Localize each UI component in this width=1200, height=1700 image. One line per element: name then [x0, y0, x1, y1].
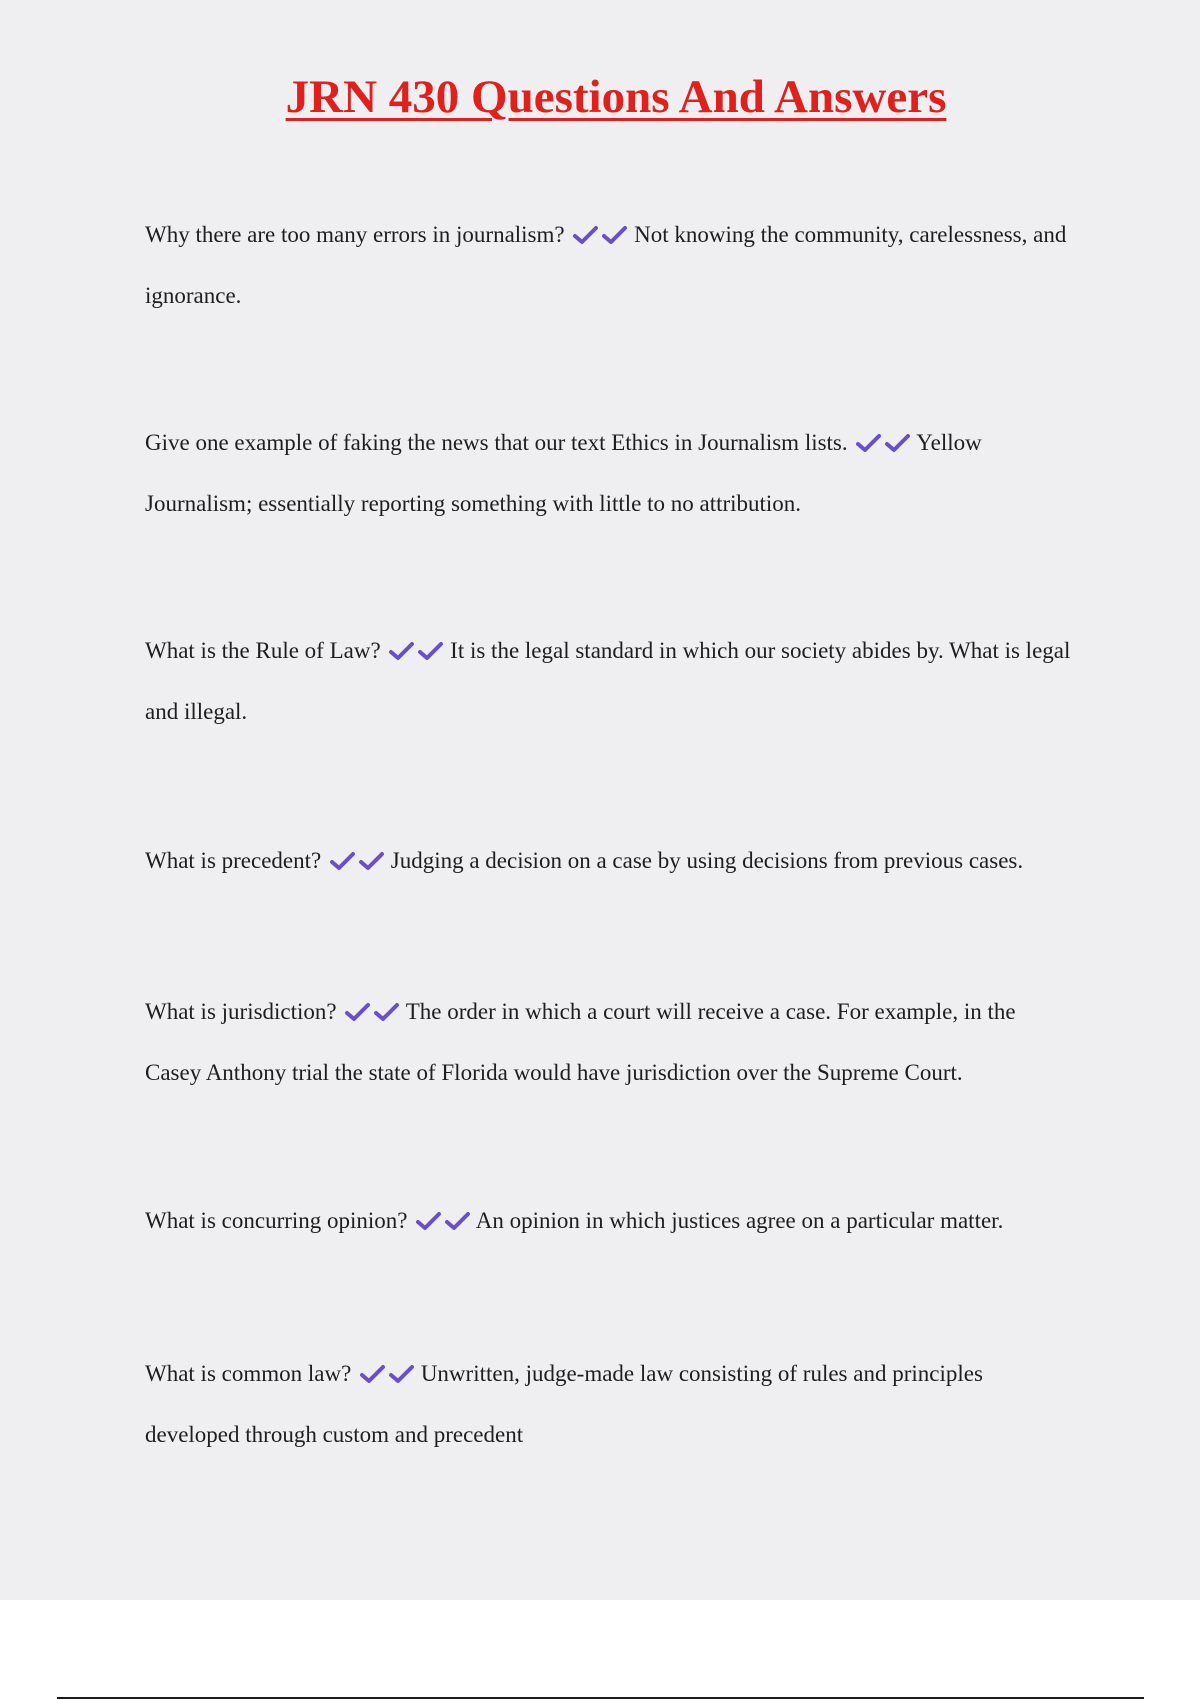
- qa-item: [145, 412, 1075, 534]
- qa-item: [145, 981, 1075, 1103]
- page-title: JRN 430 Questions And Answers: [285, 71, 947, 123]
- check-icon: [415, 1211, 442, 1231]
- answer-text: Unwritten, judge-made law consisting of rules and principles developed through custom and precedent: [145, 1361, 983, 1447]
- qa-item: [145, 1190, 1075, 1251]
- answer-text: It is the legal standard in which our society abides by. What is legal and illegal.: [145, 638, 1071, 724]
- question-text: Why there are too many errors in journalism?: [145, 222, 565, 247]
- check-icon: [359, 1364, 386, 1384]
- answer-text: Not knowing the community, carelessness, and ignorance.: [145, 222, 1067, 308]
- answer-text: Judging a decision on a case by using decisions from previous cases.: [390, 848, 1024, 873]
- question-text: What is jurisdiction?: [145, 999, 337, 1024]
- question-text: What is the Rule of Law?: [145, 638, 381, 663]
- question-text: What is concurring opinion?: [145, 1208, 408, 1233]
- check-icon: [388, 641, 415, 661]
- qa-item: [145, 830, 1075, 891]
- qa-item: [145, 204, 1075, 326]
- answer-text: An opinion in which justices agree on a particular matter.: [475, 1208, 1004, 1233]
- footer-divider: [57, 1697, 1144, 1699]
- question-text: Give one example of faking the news that our text Ethics in Journalism lists.: [145, 430, 848, 455]
- answer-text: Yellow Journalism; essentially reporting something with little to no attribution.: [145, 430, 982, 516]
- check-icon: [388, 1364, 415, 1384]
- check-icon: [884, 433, 911, 453]
- check-icon: [572, 225, 599, 245]
- question-text: What is common law?: [145, 1361, 352, 1386]
- check-icon: [855, 433, 882, 453]
- question-text: What is precedent?: [145, 848, 322, 873]
- check-icon: [358, 851, 385, 871]
- check-icon: [417, 641, 444, 661]
- check-icon: [329, 851, 356, 871]
- check-icon: [344, 1002, 371, 1022]
- check-icon: [444, 1211, 471, 1231]
- answer-text: The order in which a court will receive a case. For example, in the Casey Anthony trial the state of Florida would have jurisdiction over the Supreme Court.: [145, 999, 1016, 1085]
- qa-item: [145, 620, 1075, 742]
- qa-item: [145, 1343, 1075, 1465]
- check-icon: [373, 1002, 400, 1022]
- check-icon: [601, 225, 628, 245]
